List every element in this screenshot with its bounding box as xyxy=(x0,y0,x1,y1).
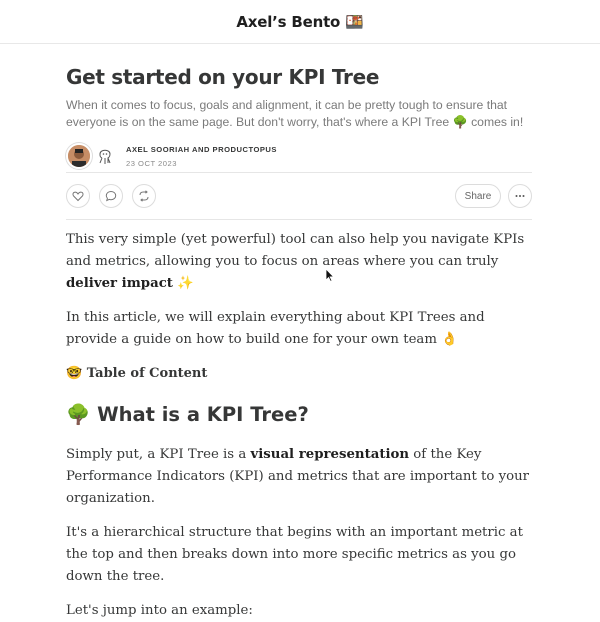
like-button[interactable] xyxy=(66,184,90,208)
paragraph xyxy=(66,229,536,295)
heart-icon xyxy=(72,190,84,202)
bold-text: visual representation xyxy=(250,447,410,462)
restack-icon xyxy=(138,190,150,202)
more-options-button[interactable] xyxy=(508,184,532,208)
post-subtitle: When it comes to focus, goals and alignment, it can be pretty tough to ensure that everyone is on the same page. But don't worry, that's where a KPI Tree 🌳 comes in! xyxy=(66,98,524,129)
more-icon xyxy=(514,190,526,202)
mouse-cursor-icon xyxy=(325,268,335,282)
nerd-face-icon: 🤓 xyxy=(66,366,83,381)
sparkles-icon: ✨ xyxy=(172,276,194,291)
publication-header xyxy=(0,0,600,44)
comment-button[interactable] xyxy=(99,184,123,208)
comment-icon xyxy=(105,190,117,202)
author-names[interactable]: AXEL SOORIAH AND PRODUCTOPUS xyxy=(126,144,277,154)
paragraph: It's a hierarchical structure that begins with an important metric at the top and then breaks down into more specific metrics as you go down the tree. xyxy=(66,525,523,584)
bold-text: deliver impact xyxy=(66,276,173,291)
post-header xyxy=(66,64,532,169)
tree-icon: 🌳 xyxy=(66,403,91,426)
author-avatar[interactable] xyxy=(66,143,92,169)
person-avatar-icon xyxy=(68,145,90,167)
toc-label: Table of Content xyxy=(86,366,208,381)
octopus-icon xyxy=(95,146,115,166)
paragraph: In this article, we will explain everything about KPI Trees and provide a guide on how to build one for your own team 👌 xyxy=(66,310,485,347)
heading-text: What is a KPI Tree? xyxy=(97,403,309,426)
paragraph-text: Simply put, a KPI Tree is a xyxy=(66,447,251,462)
share-button[interactable]: Share xyxy=(455,184,501,208)
post-title: Get started on your KPI Tree xyxy=(66,65,380,89)
productopus-avatar[interactable] xyxy=(94,145,116,167)
publication-title[interactable]: Axel’s Bento 🍱 xyxy=(236,12,364,31)
restack-button[interactable] xyxy=(132,184,156,208)
post-date: 23 OCT 2023 xyxy=(126,158,177,168)
article-body xyxy=(66,229,536,622)
section-heading xyxy=(66,402,536,428)
table-of-content-toggle[interactable] xyxy=(66,363,536,385)
paragraph: Let's jump into an example: xyxy=(66,603,253,618)
paragraph xyxy=(66,444,536,510)
post-action-bar xyxy=(66,172,532,220)
byline xyxy=(66,143,532,169)
paragraph-text: This very simple (yet powerful) tool can also help you navigate KPIs and metrics, allowing you to focus on areas where you can truly xyxy=(66,232,525,269)
paragraph-text: of the Key Performance Indicators (KPI) and metrics that are important to your organization. xyxy=(66,447,530,506)
